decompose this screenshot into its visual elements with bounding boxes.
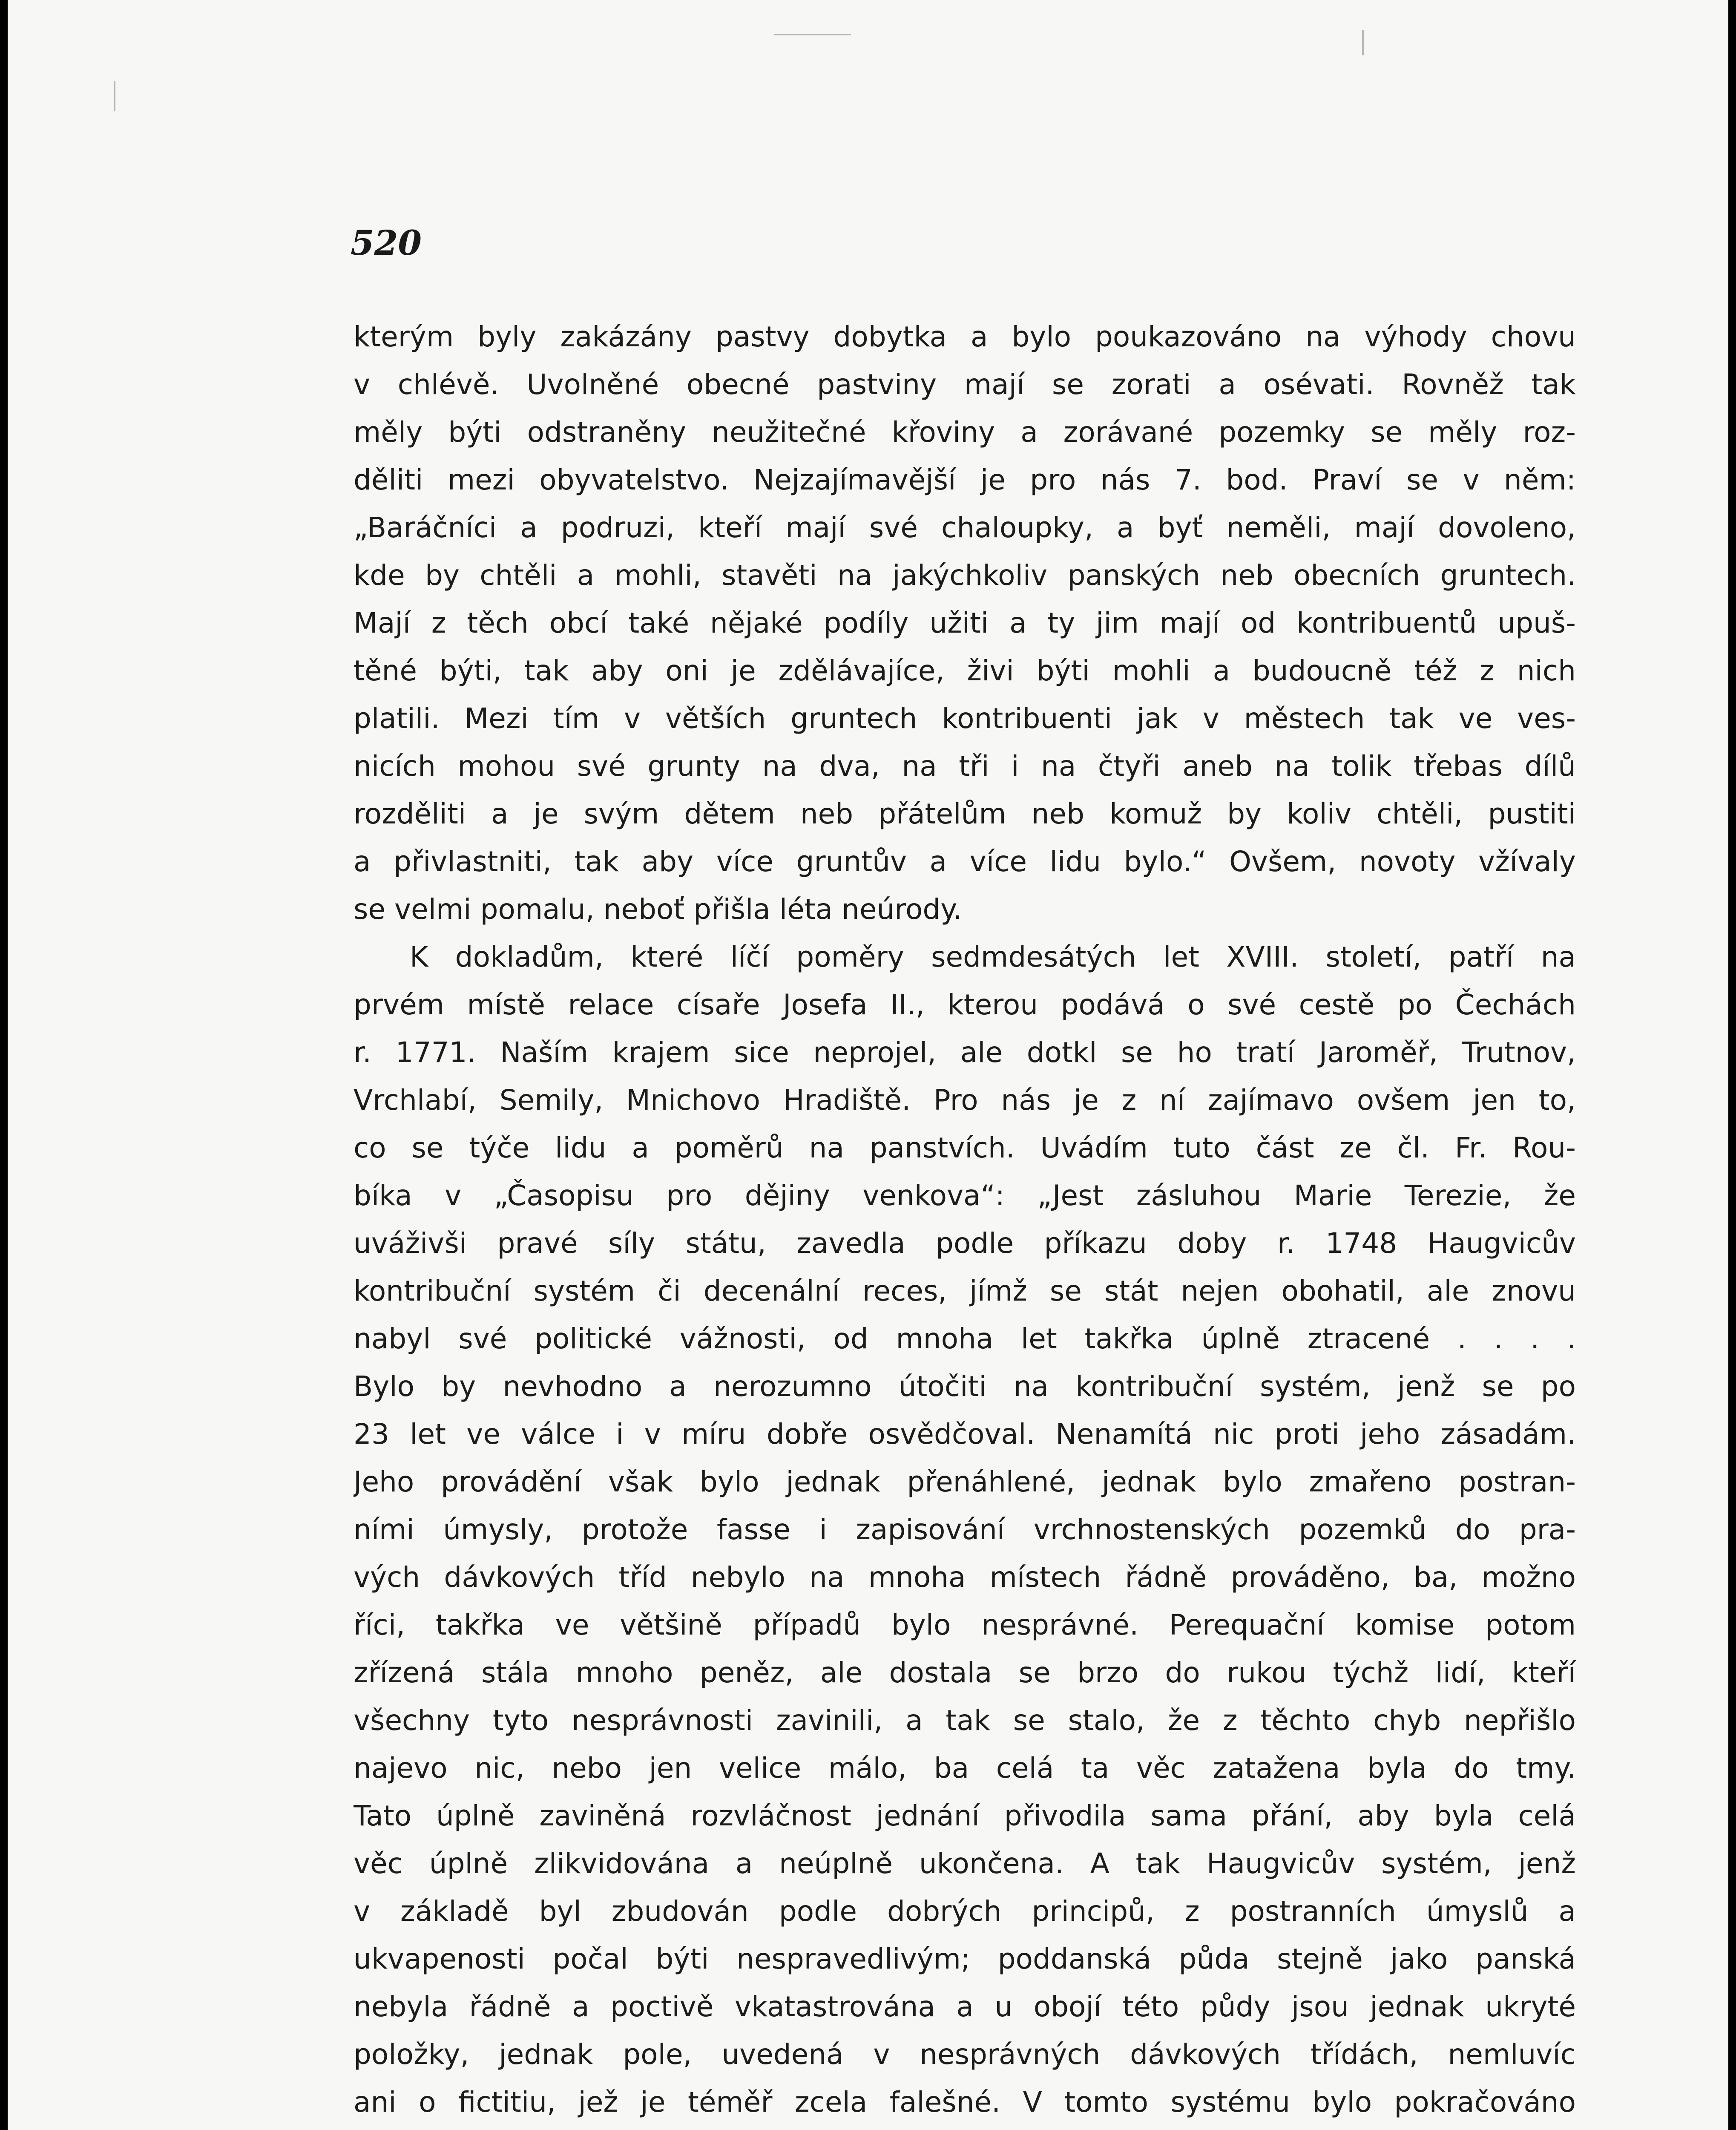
text-line: Jeho provádění však bylo jednak přenáhlené, jednak bylo zmařeno postran- (354, 1465, 1576, 1498)
text-line: v základě byl zbudován podle dobrých principů, z postranních úmyslů a (354, 1895, 1576, 1928)
text-line: nabyl své politické vážnosti, od mnoha let takřka úplně ztracené . . . . (354, 1322, 1576, 1355)
text-line: rozděliti a je svým dětem neb přátelům neb komuž by koliv chtěli, pustiti (354, 797, 1576, 830)
text-line: r. 1771. Naším krajem sice neprojel, ale dotkl se ho tratí Jaroměř, Trutnov, (354, 1036, 1576, 1069)
text-line: říci, takřka ve většině případů bylo nesprávné. Perequační komise potom (354, 1609, 1576, 1641)
text-line (354, 2126, 1576, 2130)
text-line: najevo nic, nebo jen velice málo, ba celá ta věc zatažena byla do tmy. (354, 1752, 1576, 1785)
text-line: uváživši pravé síly státu, zavedla podle příkazu doby r. 1748 Haugvicův (354, 1227, 1576, 1260)
text-line: nebyla řádně a poctivě vkatastrována a u obojí této půdy jsou jednak ukryté (354, 1990, 1576, 2023)
text-line: položky, jednak pole, uvedená v nesprávných dávkových třídách, nemluvíc (354, 2038, 1576, 2071)
text-line: Bylo by nevhodno a nerozumno útočiti na kontribuční systém, jenž se po (354, 1370, 1576, 1403)
text-line: ani o fictitiu, jež je téměř zcela falešné. V tomto systému bylo pokračováno (354, 2086, 1576, 2118)
text-line: a přivlastniti, tak aby více gruntův a více lidu bylo.“ Ovšem, novoty vžívaly (354, 845, 1576, 878)
text-line: co se týče lidu a poměrů na panstvích. Uvádím tuto část ze čl. Fr. Rou- (354, 1131, 1576, 1164)
text-line: vých dávkových tříd nebylo na mnoha místech řádně prováděno, ba, možno (354, 1561, 1576, 1594)
text-line: děliti mezi obyvatelstvo. Nejzajímavější je pro nás 7. bod. Praví se v něm: (354, 463, 1576, 496)
text-line: K dokladům, které líčí poměry sedmdesátých let XVIII. století, patří na (410, 941, 1576, 973)
text-line: prvém místě relace císaře Josefa II., kterou podává o své cestě po Čechách (354, 988, 1576, 1021)
top-right-bleed-mark (1362, 30, 1364, 55)
text-line: Mají z těch obcí také nějaké podíly užiti a ty jim mají od kontribuentů upuš- (354, 607, 1576, 639)
text-line: kde by chtěli a mohli, stavěti na jakýchkoliv panských neb obecních gruntech. (354, 559, 1576, 592)
text-line: věc úplně zlikvidována a neúplně ukončena. A tak Haugvicův systém, jenž (354, 1847, 1576, 1880)
text-line: 23 let ve válce i v míru dobře osvědčoval. Nenamítá nic proti jeho zásadám. (354, 1418, 1576, 1451)
text-line: se velmi pomalu, neboť přišla léta neúrody. (354, 893, 962, 926)
text-line: zřízená stála mnoho peněz, ale dostala se brzo do rukou týchž lidí, kteří (354, 1656, 1576, 1689)
top-center-bleed-mark (774, 34, 851, 35)
text-line: v chlévě. Uvolněné obecné pastviny mají se zorati a osévati. Rovněž tak (354, 368, 1576, 401)
text-line: měly býti odstraněny neužitečné křoviny a zorávané pozemky se měly roz- (354, 416, 1576, 449)
text-line: těné býti, tak aby oni je zdělávajíce, živi býti mohli a budoucně též z nich (354, 654, 1576, 687)
text-line: platili. Mezi tím v větších gruntech kontribuenti jak v městech tak ve ves- (354, 702, 1576, 735)
text-line: Vrchlabí, Semily, Mnichovo Hradiště. Pro nás je z ní zajímavo ovšem jen to, (354, 1084, 1576, 1117)
text-line: „Baráčníci a podruzi, kteří mají své chaloupky, a byť neměli, mají dovoleno, (354, 511, 1576, 544)
text-line: všechny tyto nesprávnosti zavinili, a tak se stalo, že z těchto chyb nepřišlo (354, 1704, 1576, 1737)
text-line: nicích mohou své grunty na dva, na tři i na čtyři aneb na tolik třebas dílů (354, 750, 1576, 783)
text-line: ními úmysly, protože fasse i zapisování vrchnostenských pozemků do pra- (354, 1513, 1576, 1546)
text-line: kterým byly zakázány pastvy dobytka a bylo poukazováno na výhody chovu (354, 320, 1576, 353)
text-line: Tato úplně zaviněná rozvláčnost jednání přivodila sama přání, aby byla celá (354, 1799, 1576, 1832)
text-line: kontribuční systém či decenální reces, jímž se stát nejen obohatil, ale znovu (354, 1275, 1576, 1307)
document-page (8, 0, 1728, 2130)
top-left-bleed-mark (114, 81, 115, 111)
text-line: ukvapenosti počal býti nespravedlivým; poddanská půda stejně jako panská (354, 1943, 1576, 1975)
page-number: 520 (351, 223, 422, 263)
body-text (354, 313, 1576, 2130)
text-line: bíka v „Časopisu pro dějiny venkova“: „Jest zásluhou Marie Terezie, že (354, 1179, 1576, 1212)
